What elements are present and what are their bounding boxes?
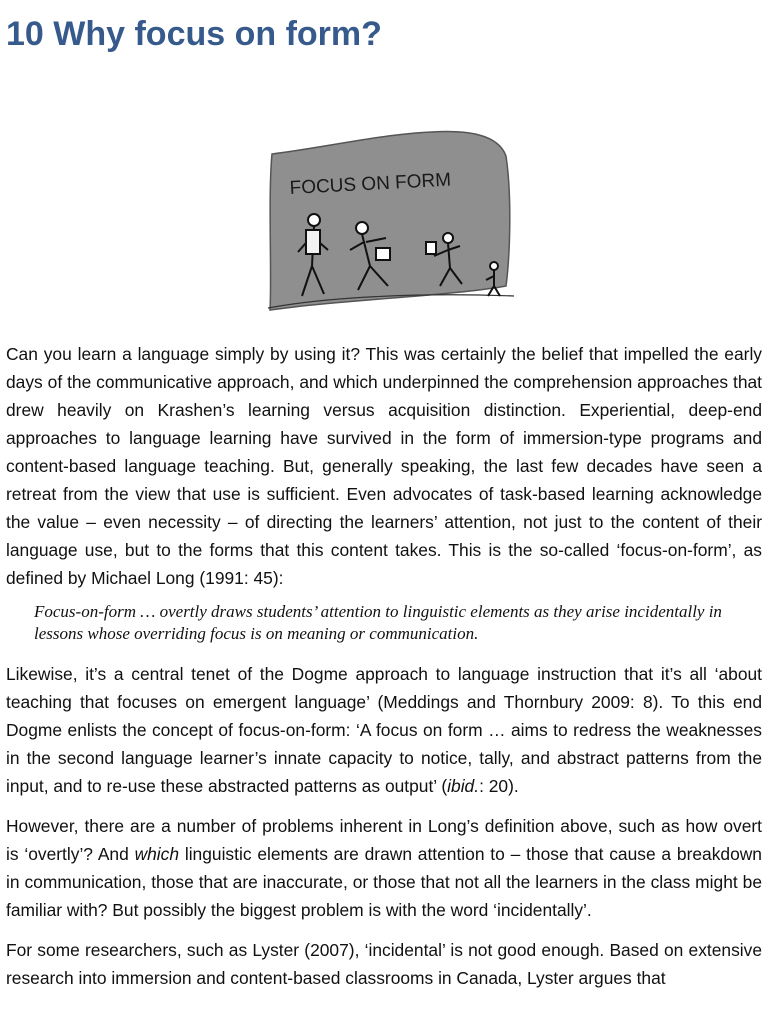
which-emphasis: which bbox=[134, 844, 180, 864]
ibid-citation: ibid. bbox=[447, 776, 480, 796]
paragraph-lyster: For some researchers, such as Lyster (2007), ‘incidental’ is not good enough. Based on extensive research into immersion and content-based classrooms in Canada, Lyster argues that bbox=[6, 940, 762, 988]
sign-text: FOCUS ON FORM bbox=[289, 169, 452, 199]
long-quotation: Focus-on-form … overtly draws students’ attention to linguistic elements as they arise incidentally in lessons whose overriding focus is on meaning or communication. bbox=[34, 602, 722, 643]
paragraph-problems bbox=[6, 812, 762, 924]
paragraph-dogme-end: : 20). bbox=[479, 776, 519, 796]
paragraph-dogme bbox=[6, 660, 762, 800]
focus-on-form-illustration bbox=[262, 126, 522, 328]
paragraph-problems-end: linguistic elements are drawn attention to – those that cause a breakdown in communication, those that are inaccurate, or those that not all the learners in the class might be familiar with? But possibly the biggest problem is with the word ‘incidentally’. bbox=[6, 844, 762, 920]
paragraph-problems-text: However, there are a number of problems inherent in Long’s definition above, such as how overt is ‘overtly’? And bbox=[6, 816, 762, 864]
chapter-heading: 10 Why focus on form? bbox=[6, 15, 382, 53]
paragraph-intro: Can you learn a language simply by using it? This was certainly the belief that impelled the early days of the communicative approach, and which underpinned the comprehension approaches that drew heavily on Krashen’s learning versus acquisition distinction. Experiential, deep-end approaches to language learning have survived in the form of immersion-type programs and content-based language teaching. But, generally speaking, the last few decades have seen a retreat from the view that use is sufficient. Even advocates of task-based learning acknowledge the value – even necessity – of directing the learners’ attention, not just to the content of their language use, but to the forms that this content takes. This is the so-called ‘focus-on-form’, as defined by Michael Long (1991: 45): bbox=[6, 344, 762, 588]
paragraph-dogme-text: Likewise, it’s a central tenet of the Dogme approach to language instruction that it’s all ‘about teaching that focuses on emergent language’ (Meddings and Thornbury 2009: 8). To this end Dogme enlists the concept of focus-on-form: ‘A focus on form … aims to redress the weaknesses in the second language learner’s innate capacity to notice, tally, and abstract patterns from the input, and to re-use these abstracted patterns as output’ ( bbox=[6, 664, 762, 796]
